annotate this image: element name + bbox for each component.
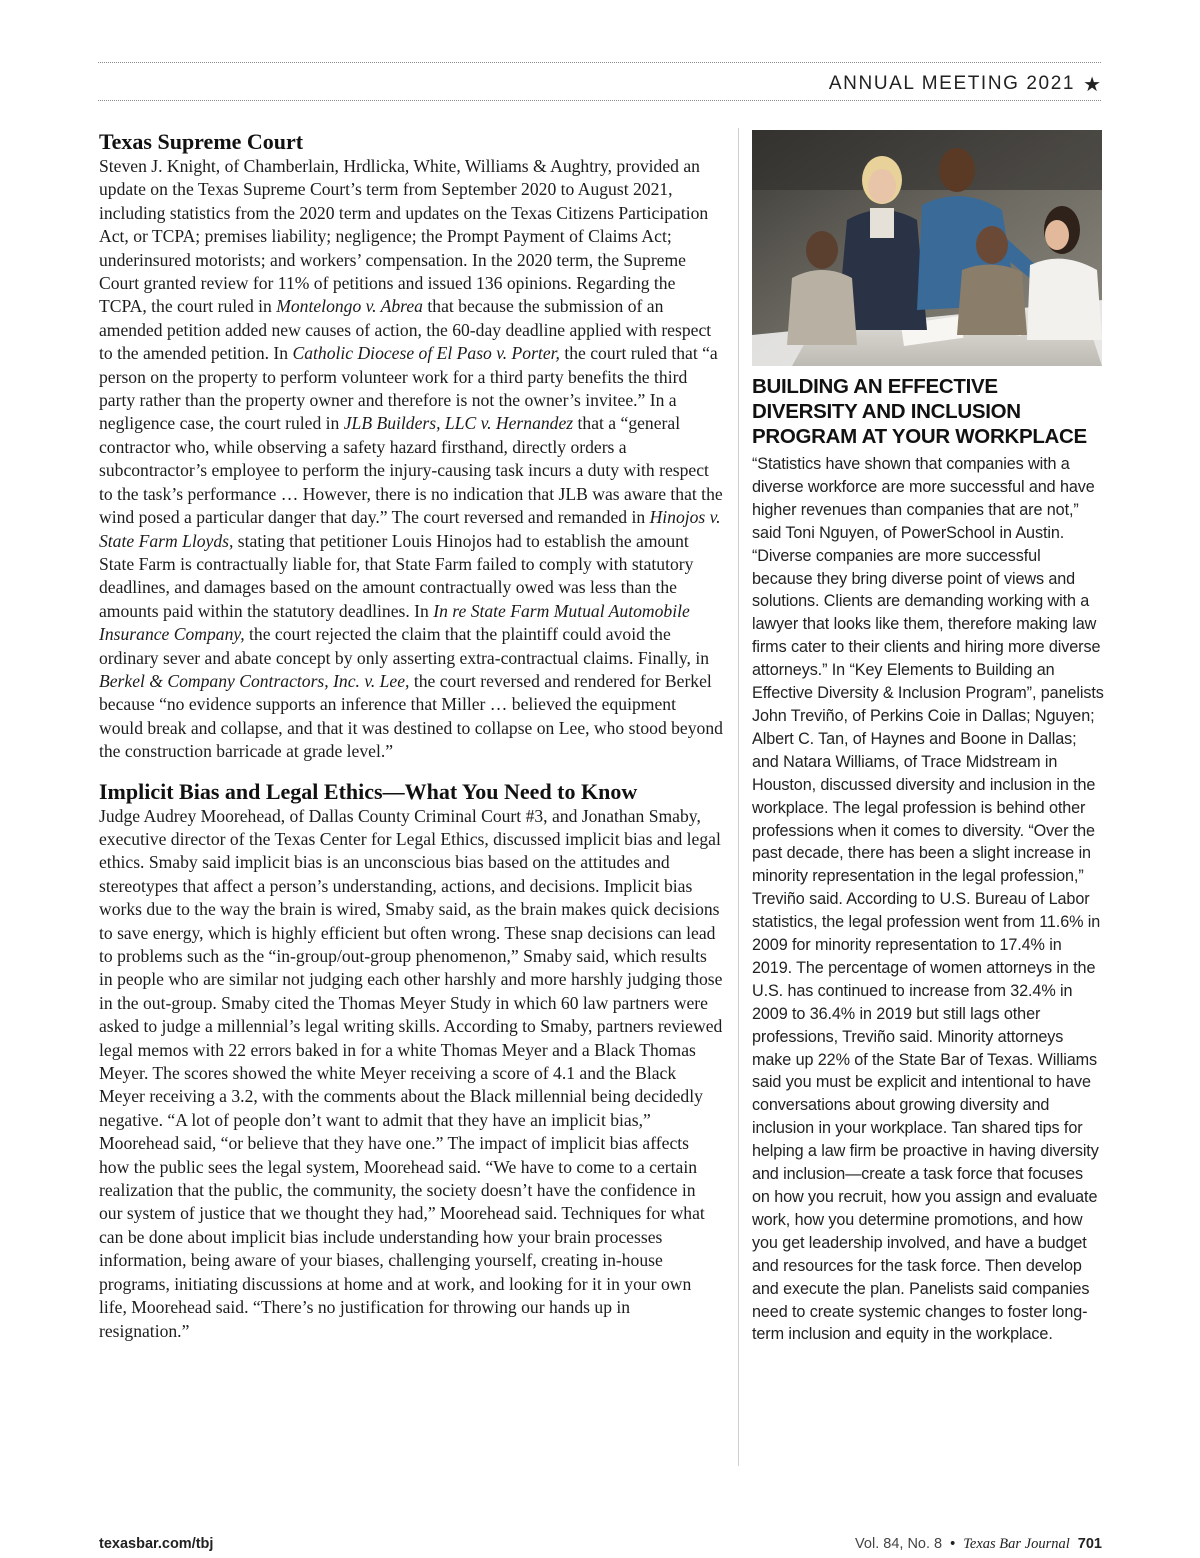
running-header <box>829 70 1101 98</box>
footer-bullet: • <box>950 1536 956 1552</box>
case-name: Montelongo v. Abrea <box>276 296 423 317</box>
page-number: 701 <box>1077 1536 1102 1552</box>
body-text: Steven J. Knight, of Chamberlain, Hrdlicka, White, Williams & Aughtry, provided an update on the Texas Supreme Court’s term from September 2020 to August 2021, including statistics from the 2020 term and updates on the Texas Citizens Participation Act, or TCPA; premises liability; negligence; the Prompt Payment of Claims Act; underinsured motorists; and workers’ compensation. In the 2020 term, the Supreme Court granted review for 11% of petitions and issued 136 opinions. Regarding the TCPA, the court ruled in <box>99 156 709 317</box>
header-rule <box>98 100 1101 101</box>
case-name: JLB Builders, LLC v. Hernandez <box>343 413 574 434</box>
footer-issue <box>855 1536 1102 1553</box>
case-name: Berkel & Company Contractors, Inc. v. Lee, <box>99 670 410 691</box>
sidebar-article <box>752 374 1104 1346</box>
footer-site-link[interactable]: texasbar.com/tbj <box>99 1536 214 1552</box>
header-title: ANNUAL MEETING 2021 <box>828 73 1076 94</box>
case-name: Catholic Diocese of El Paso v. Porter, <box>292 343 560 364</box>
section-heading-implicit-bias: Implicit Bias and Legal Ethics—What You Need to Know <box>99 778 638 804</box>
body-text: that a “general contractor who, while observing a safety hazard firsthand, directly orders a subcontractor’s employee to perform the injury-causing task incurs a duty with respect to the task’s performance … However, there is no indication that JLB was aware that the wind posed a particular danger that day.” The court reversed and remanded in <box>99 413 723 528</box>
body-text: the court reversed and rendered for Berkel because “no evidence supports an inference that Miller … believed the equipment would break and collapse, and that it was destined to collapse on Lee, who stood beyond the construction barricade at grade level.” <box>99 670 723 762</box>
case-name: Hinojos v. State Farm Lloyds, <box>99 507 721 551</box>
case-name: In re State Farm Mutual Automobile Insurance Company, <box>99 600 690 645</box>
footer-volume: Vol. 84, No. 8 <box>855 1536 943 1552</box>
page-footer <box>99 1536 1102 1556</box>
main-column <box>99 128 723 1343</box>
star-icon: ★ <box>1083 73 1101 96</box>
section-body-supreme-court <box>99 155 723 764</box>
section-body-implicit-bias <box>99 805 723 1343</box>
sidebar-heading: BUILDING AN EFFECTIVE DIVERSITY AND INCLUSION PROGRAM AT YOUR WORKPLACE <box>752 375 1087 448</box>
footer-journal: Texas Bar Journal <box>963 1536 1070 1552</box>
top-rule <box>98 62 1101 63</box>
meeting-photo <box>752 130 1102 366</box>
column-divider <box>738 128 739 1466</box>
body-text: Judge Audrey Moorehead, of Dallas County Criminal Court #3, and Jonathan Smaby, executive director of the Texas Center for Legal Ethics, discussed implicit bias and legal ethics. Smaby said implicit bias is an unconscious bias based on the attitudes and stereotypes that affect a person’s understanding, actions, and decisions. Implicit bias works due to the way the brain is wired, Smaby said, as the brain makes quick decisions to save energy, which is highly efficient but often wrong. These snap decisions can lead to problems such as the “in-group/out-group phenomenon,” Smaby said, which results in people who are similar not judging each other harshly and more harshly judging those in the out-group. Smaby cited the Thomas Meyer Study in which 60 law partners were asked to judge a millennial’s legal writing skills. According to Smaby, partners reviewed legal memos with 22 errors baked in for a white Thomas Meyer and a Black Thomas Meyer. The scores showed the white Meyer receiving a score of 4.1 and the Black Meyer receiving a 3.2, with the comments about the Black millennial being decidedly negative. “A lot of people don’t want to admit that they have an implicit bias,” Moorehead said, “or believe that they have one.” The impact of implicit bias affects how the public sees the legal system, Moorehead said. “We have to come to a certain realization that the public, the community, the society doesn’t have the confidence in our system of justice that we thought they had,” Moorehead said. Techniques for what can be done about implicit bias include understanding how your brain processes information, being aware of your biases, challenging yourself, creating in-house programs, initiating discussions at home and at work, and looking for it in your own life, Moorehead said. “There’s no justification for throwing our hands up in resignation.” <box>99 805 723 1341</box>
body-text: that because the submission of an amended petition added new causes of action, the 60-day deadline applied with respect to the amended petition. In <box>99 296 712 364</box>
sidebar-body: “Statistics have shown that companies with a diverse workforce are more successful and have higher revenues than companies that are not,” said Toni Nguyen, of PowerSchool in Austin. “Diverse companies are more successful because they bring diverse point of views and solutions. Clients are demanding working with a lawyer that looks like them, therefore making law firms cater to their clients and hiring more diverse attorneys.” In “Key Elements to Building an Effective Diversity & Inclusion Program”, panelists John Treviño, of Perkins Coie in Dallas; Nguyen; Albert C. Tan, of Haynes and Boone in Dallas; and Natara Williams, of Trace Midstream in Houston, discussed diversity and inclusion in the workplace. The legal profession is behind other professions when it comes to diversity. “Over the past decade, there has been a slight increase in minority representation in the legal profession,” Treviño said. According to U.S. Bureau of Labor statistics, the legal profession went from 11.6% in 2009 for minority representation to 17.4% in 2019. The percentage of women attorneys in the U.S. has continued to increase from 32.4% in 2009 to 36.4% in 2019 but still lags other professions, Treviño said. Minority attorneys make up 22% of the State Bar of Texas. Williams said you must be explicit and intentional to have conversations about growing diversity and inclusion in your workplace. Tan shared tips for helping a law firm be proactive in having diversity and inclusion—create a task force that focuses on how you recruit, how you assign and evaluate work, how you determine promotions, and how you get leadership involved, and have a budget and resources for the task force. Then develop and execute the plan. Panelists said companies need to create systemic changes to foster long-term inclusion and equity in the workplace. <box>752 455 1104 1344</box>
body-text: stating that petitioner Louis Hinojos had to establish the amount State Farm is contractually liable for, that State Farm failed to comply with statutory deadlines, and damages based on the amount contractually owed was less than the amounts paid within the statutory deadlines. In <box>99 530 694 621</box>
section-heading-supreme-court: Texas Supreme Court <box>99 129 304 154</box>
body-text: the court rejected the claim that the plaintiff could avoid the ordinary sever and abate concept by only asserting extra-contractual claims. Finally, in <box>99 624 710 668</box>
body-text: the court ruled that “a person on the property to perform volunteer work for a third party benefits the third party rather than the property owner and therefore is not the owner’s invitee.” In a negligence case, the court ruled in <box>99 343 718 434</box>
